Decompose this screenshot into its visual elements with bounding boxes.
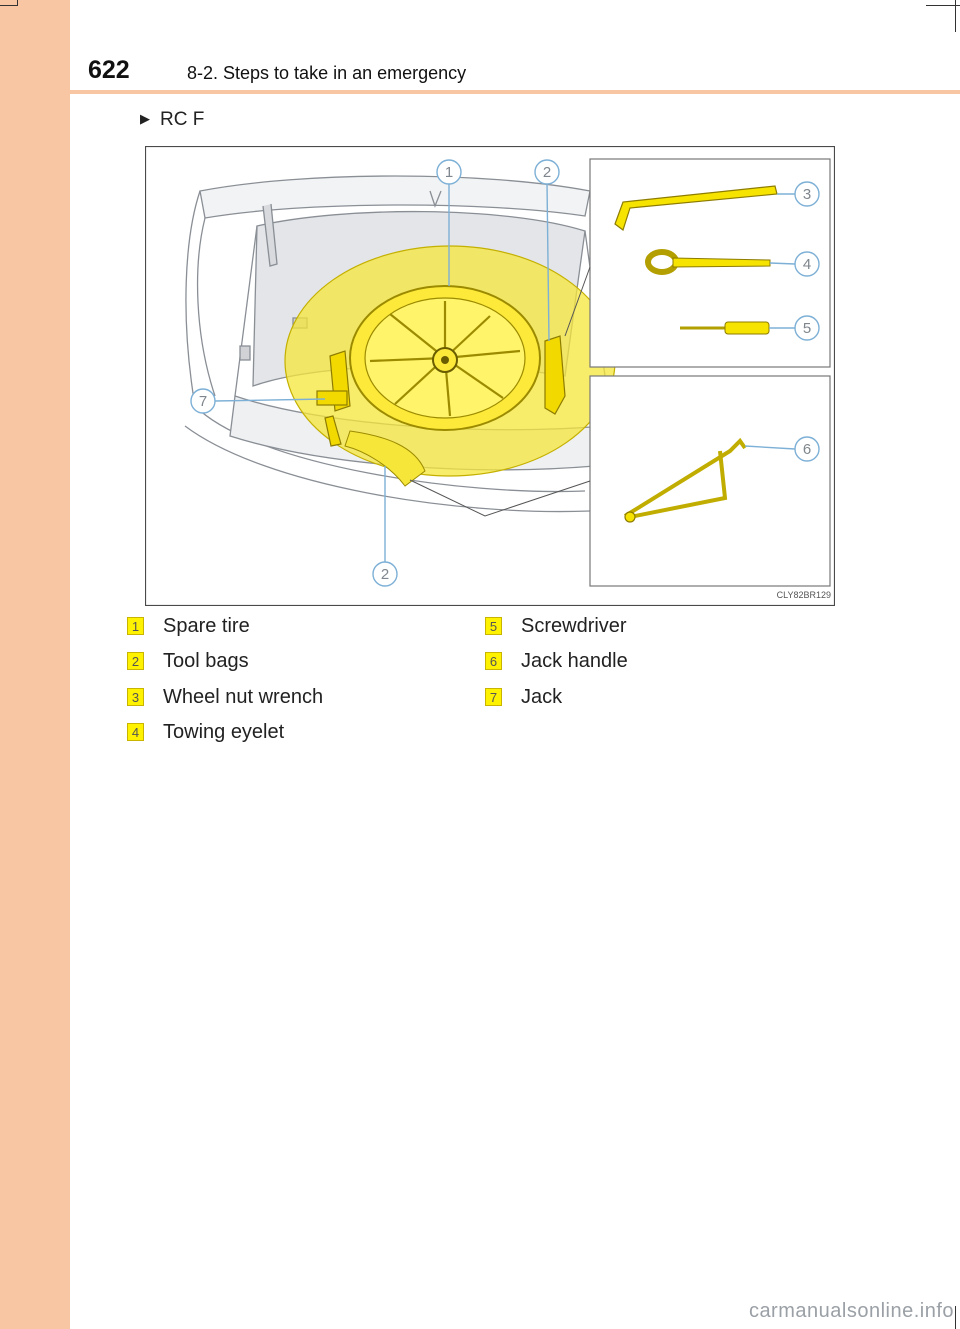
svg-text:2: 2 <box>542 164 552 181</box>
callout-badge-7 <box>191 389 215 413</box>
trunk-tools-illustration <box>145 146 835 606</box>
subsection-title: RC F <box>160 109 205 130</box>
crop-mark <box>0 5 17 6</box>
legend-label: Wheel nut wrench <box>163 685 324 708</box>
legend-item <box>127 649 249 673</box>
legend-item <box>127 685 323 709</box>
callout-badge-2-top <box>535 160 559 184</box>
watermark: carmanualsonline.info <box>748 1300 954 1322</box>
legend-item <box>485 685 562 709</box>
crop-mark <box>955 1306 956 1329</box>
legend-number-badge: 7 <box>485 688 502 706</box>
figure-code: CLY82BR129 <box>776 590 831 600</box>
legend-item <box>127 614 250 638</box>
legend-item <box>485 649 628 673</box>
page-number: 622 <box>88 56 130 84</box>
legend-label: Jack <box>521 685 563 708</box>
legend-label: Towing eyelet <box>163 720 285 743</box>
legend-number-badge: 5 <box>485 617 502 635</box>
svg-text:6: 6 <box>802 441 812 458</box>
callout-badge-2-bottom <box>373 562 397 586</box>
svg-text:3: 3 <box>802 186 812 203</box>
svg-text:7: 7 <box>198 393 208 410</box>
legend-number-badge: 2 <box>127 652 144 670</box>
section-title: 8-2. Steps to take in an emergency <box>187 63 467 83</box>
svg-text:4: 4 <box>802 256 812 273</box>
legend-item <box>127 720 284 744</box>
callout-badge-4 <box>795 252 819 276</box>
header-rule <box>70 90 960 94</box>
callout-badge-5 <box>795 316 819 340</box>
legend-number-badge: 1 <box>127 617 144 635</box>
callout-badge-1 <box>437 160 461 184</box>
callout-badge-6 <box>795 437 819 461</box>
legend-label: Spare tire <box>163 614 250 637</box>
legend-number-badge: 4 <box>127 723 144 741</box>
crop-mark <box>17 0 18 6</box>
legend-item <box>485 614 627 638</box>
legend-label: Screwdriver <box>521 614 627 637</box>
legend-label: Jack handle <box>521 649 628 672</box>
legend-label: Tool bags <box>163 649 249 672</box>
chapter-side-band <box>0 0 70 1329</box>
svg-text:5: 5 <box>802 320 812 337</box>
legend-number-badge: 3 <box>127 688 144 706</box>
legend-number-badge: 6 <box>485 652 502 670</box>
triangle-right-icon: ▶ <box>140 111 150 126</box>
svg-text:1: 1 <box>444 164 454 181</box>
subsection-heading <box>140 109 204 131</box>
callout-badge-3 <box>795 182 819 206</box>
tool-inset-top <box>565 159 830 367</box>
svg-text:2: 2 <box>380 566 390 583</box>
crop-mark <box>955 0 956 32</box>
